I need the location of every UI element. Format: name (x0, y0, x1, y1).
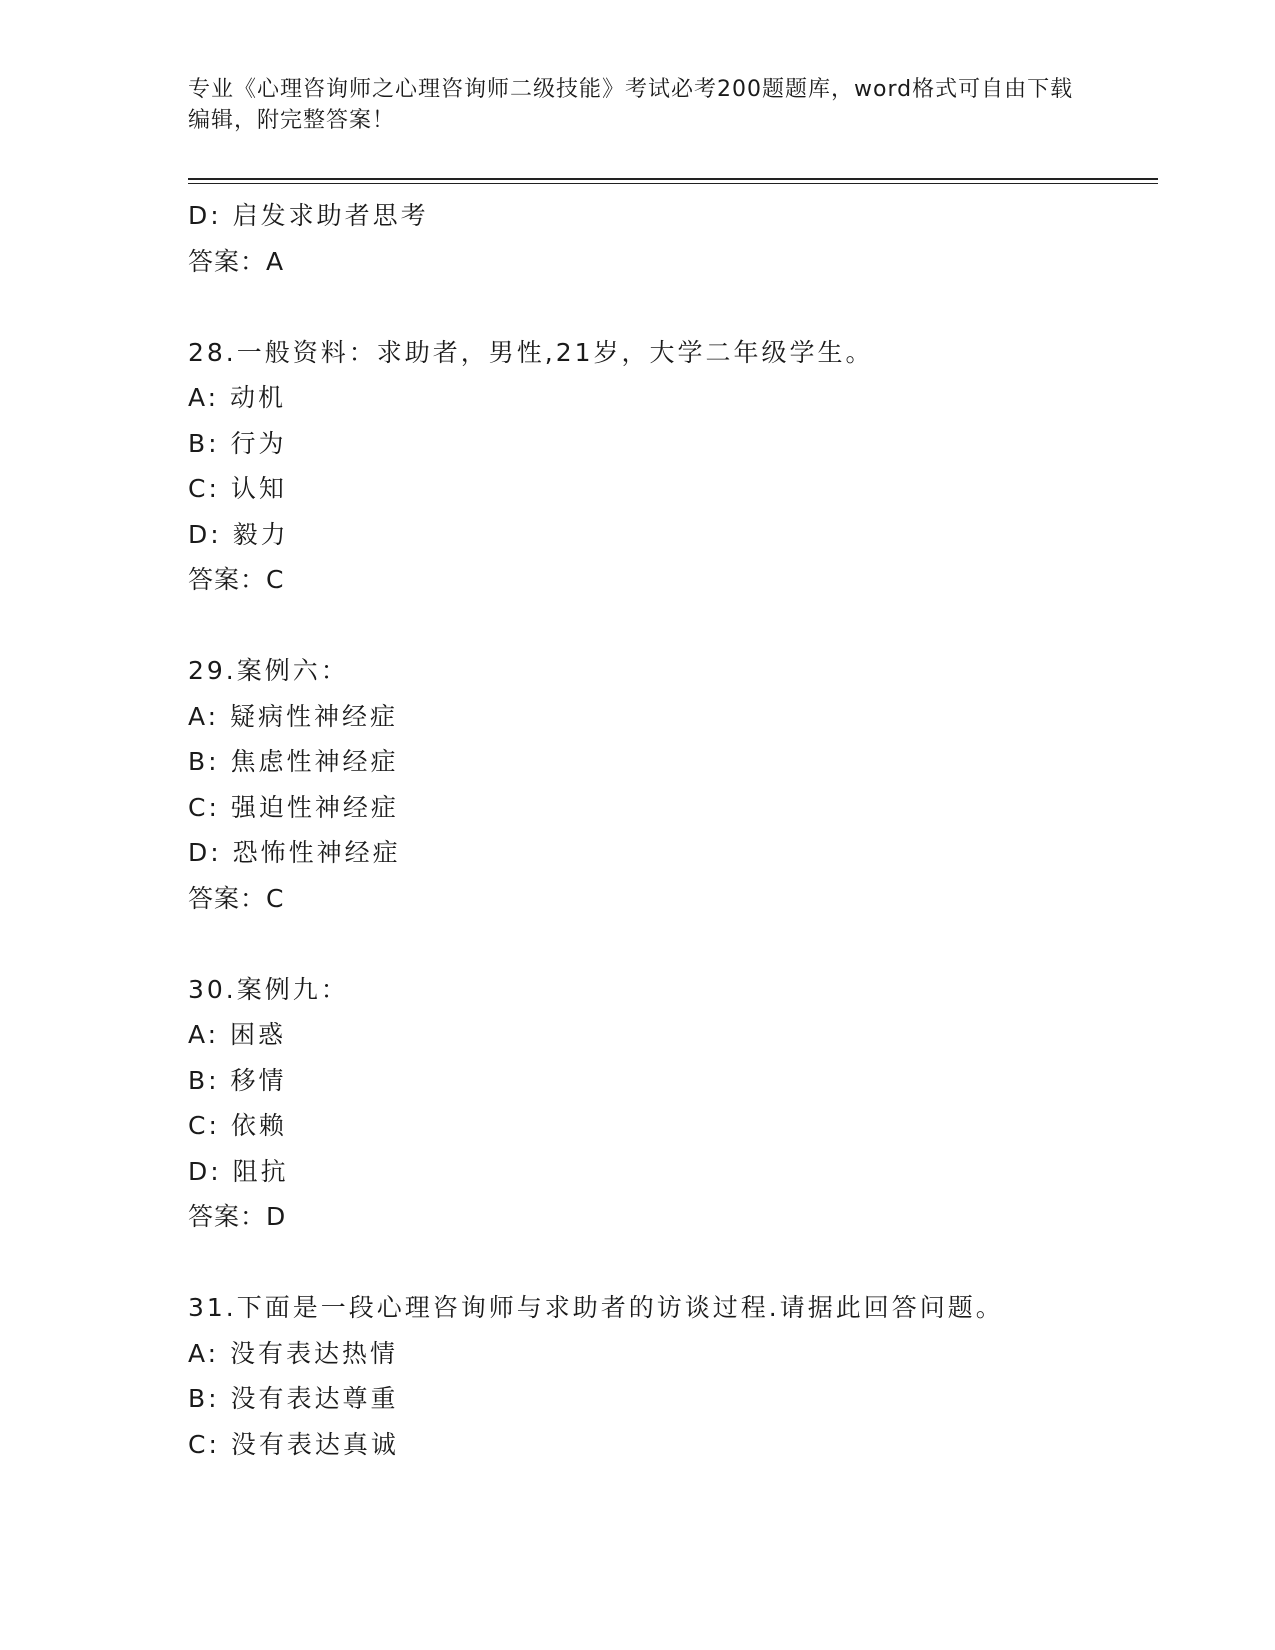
question-stem: 30.案例九： (188, 974, 349, 1004)
answer-key: 答案：C (188, 565, 285, 594)
answer-option: B: 行为 (188, 428, 287, 458)
answer-option: C: 依赖 (188, 1111, 287, 1140)
document-header: 专业《心理咨询师之心理咨询师二级技能》考试必考200题题库，word格式可自由下载编辑，附完整答案！ (188, 77, 1074, 133)
answer-option: A: 困惑 (188, 1020, 287, 1049)
question-stem: 29.案例六： (188, 656, 349, 685)
answer-option: C: 认知 (188, 474, 287, 503)
question-stem: 28.一般资料：求助者，男性,21岁，大学二年级学生。 (188, 337, 874, 367)
answer-option: B: 焦虑性神经症 (188, 747, 399, 776)
answer-option: A: 动机 (188, 383, 287, 412)
answer-option: D: 恐怖性神经症 (188, 838, 401, 867)
blank-line (188, 284, 1158, 330)
answer-option: A: 没有表达热情 (188, 1338, 399, 1368)
question-stem: 31.下面是一段心理咨询师与求助者的访谈过程.请据此回答问题。 (188, 1293, 1004, 1322)
header-rule-top (188, 178, 1158, 180)
answer-option: B: 移情 (188, 1065, 287, 1095)
answer-option: C: 没有表达真诚 (188, 1429, 399, 1459)
answer-key: 答案：D (188, 1202, 287, 1231)
answer-key: 答案：C (188, 883, 285, 913)
answer-option: C: 强迫性神经症 (188, 792, 399, 822)
answer-option: D: 毅力 (188, 519, 289, 549)
answer-option: D: 阻抗 (188, 1156, 289, 1186)
answer-option: B: 没有表达尊重 (188, 1384, 399, 1413)
question-list (188, 193, 1158, 1467)
answer-option: D: 启发求助者思考 (188, 201, 429, 230)
blank-line (188, 1240, 1158, 1286)
blank-line (188, 603, 1158, 649)
answer-key: 答案：A (188, 246, 285, 276)
answer-option: A: 疑病性神经症 (188, 701, 399, 731)
blank-line (188, 921, 1158, 967)
header-rule-bottom (188, 183, 1158, 184)
